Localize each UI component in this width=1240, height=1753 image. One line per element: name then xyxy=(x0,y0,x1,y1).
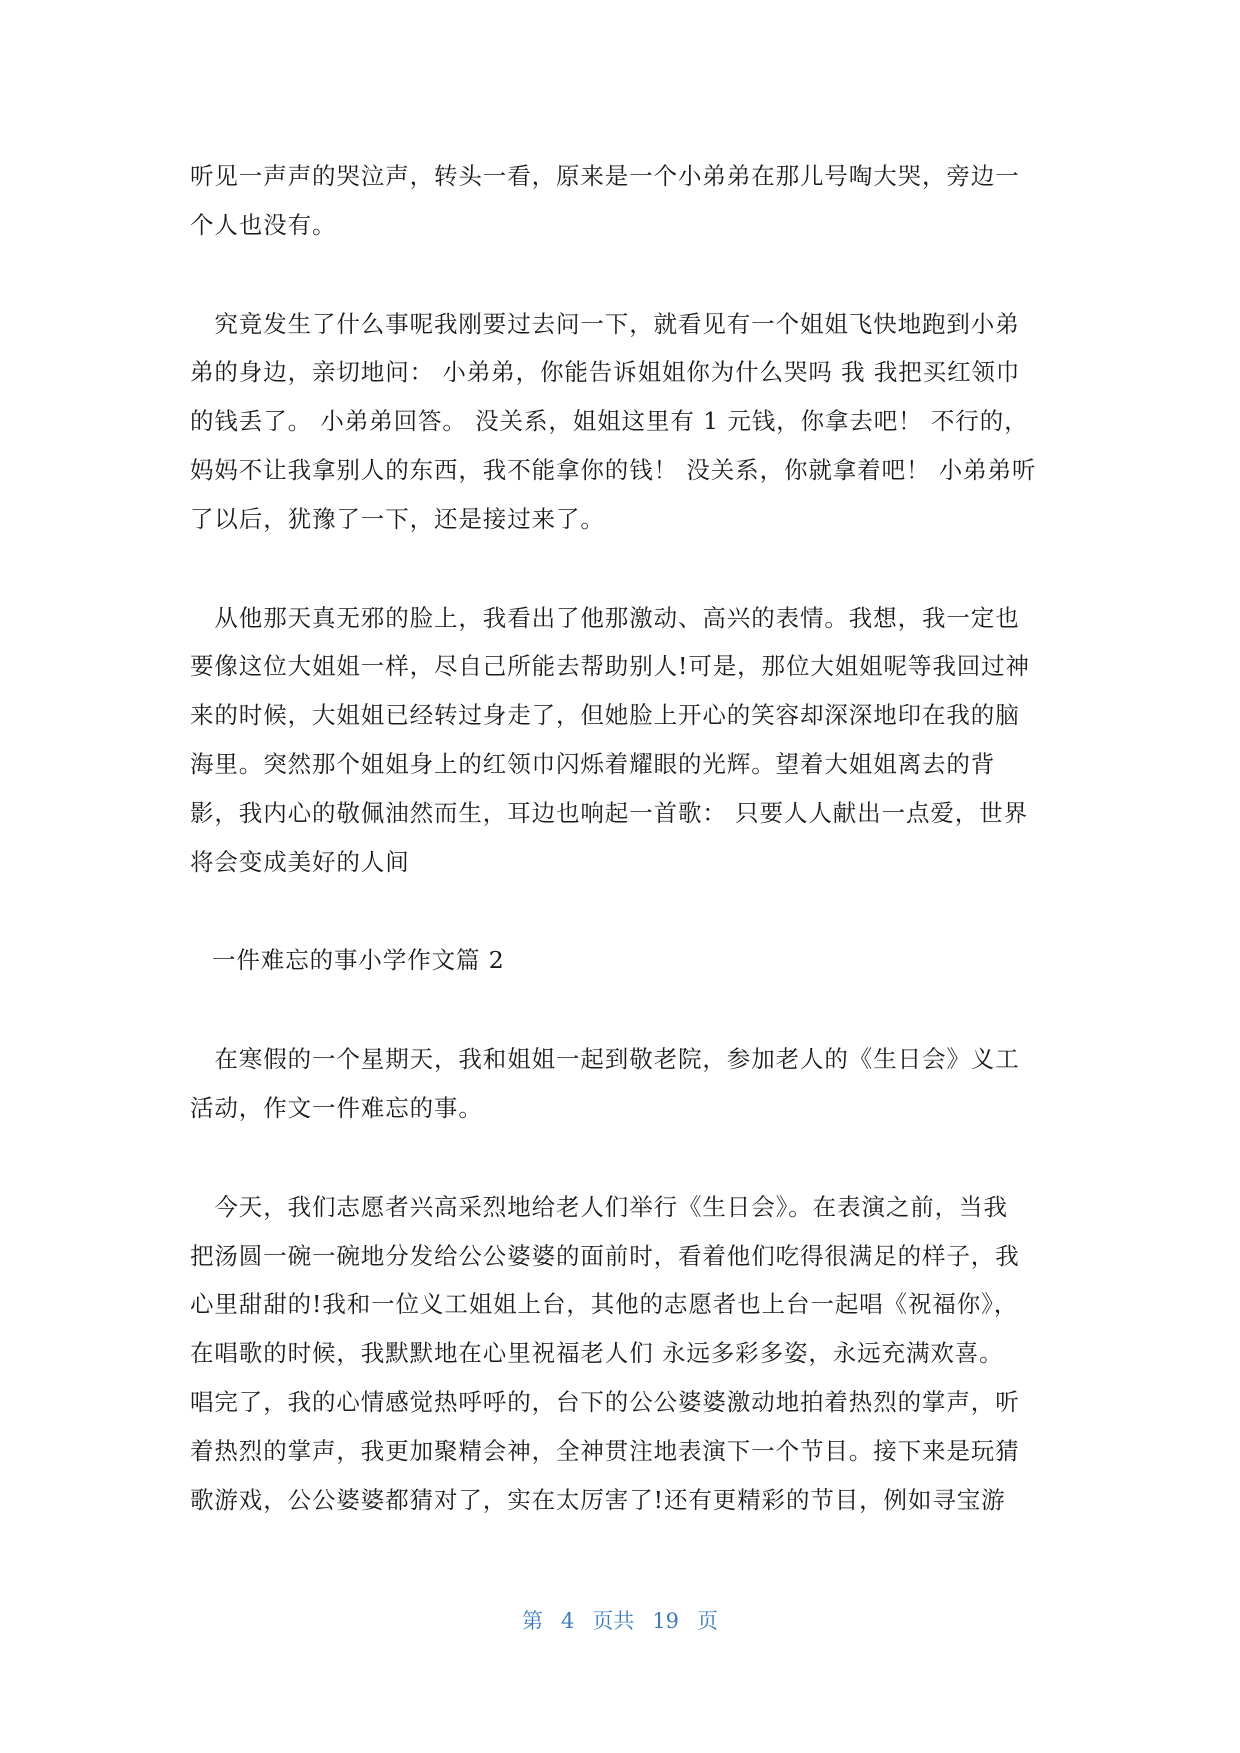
footer-page-number: 4 xyxy=(560,1609,575,1633)
text-line: 的钱丢了。 小弟弟回答。 没关系，姐姐这里有 1 元钱，你拿去吧！ 不行的， xyxy=(190,407,1029,436)
paragraph-1 xyxy=(190,152,1058,250)
text-line: 妈妈不让我拿别人的东西，我不能拿你的钱！ 没关系，你就拿着吧！ 小弟弟听 xyxy=(190,455,1037,484)
text-line: 影，我内心的敬佩油然而生，耳边也响起一首歌： 只要人人献出一点爱，世界 xyxy=(190,798,1028,827)
text-line: 海里。突然那个姐姐身上的红领巾闪烁着耀眼的光辉。望着大姐姐离去的背 xyxy=(190,749,996,778)
text-line: 今天，我们志愿者兴高采烈地给老人们举行《生日会》。在表演之前，当我 xyxy=(190,1192,1008,1221)
text-line: 来的时候，大姐姐已经转过身走了，但她脸上开心的笑容却深深地印在我的脑 xyxy=(190,701,1020,730)
text-line: 在唱歌的时候，我默默地在心里祝福老人们 永远多彩多姿，永远充满欢喜。 xyxy=(190,1339,1004,1368)
paragraph-5 xyxy=(190,1183,1058,1525)
text-line: 个人也没有。 xyxy=(190,210,337,239)
text-line: 听见一声声的哭泣声，转头一看，原来是一个小弟弟在那儿号啕大哭，旁边一 xyxy=(190,162,1020,190)
text-line: 了以后，犹豫了一下，还是接过来了。 xyxy=(190,504,605,533)
footer-total-pages: 19 xyxy=(652,1609,680,1633)
text-line: 在寒假的一个星期天，我和姐姐一起到敬老院，参加老人的《生日会》义工 xyxy=(190,1045,1020,1074)
paragraph-3 xyxy=(190,594,1058,887)
document-body xyxy=(190,152,1058,1524)
page-footer xyxy=(0,1605,1240,1635)
text-line: 弟的身边，亲切地问： 小弟弟，你能告诉姐姐你为什么哭吗 我 我把买红领巾 xyxy=(190,358,1021,387)
text-line: 唱完了，我的心情感觉热呼呼的，台下的公公婆婆激动地拍着热烈的掌声，听 xyxy=(190,1387,1020,1416)
paragraph-4 xyxy=(190,1035,1058,1133)
text-line: 将会变成美好的人间 xyxy=(190,847,410,876)
footer-prefix: 第 xyxy=(521,1609,543,1633)
text-line: 究竟发生了什么事呢我刚要过去问一下，就看见有一个姐姐飞快地跑到小弟 xyxy=(190,309,1020,338)
text-line: 着热烈的掌声，我更加聚精会神，全神贯注地表演下一个节目。接下来是玩猜 xyxy=(190,1436,1020,1465)
text-line: 从他那天真无邪的脸上，我看出了他那激动、高兴的表情。我想，我一定也 xyxy=(190,603,1020,632)
section-heading: 一件难忘的事小学作文篇 2 xyxy=(212,946,505,975)
footer-suffix: 页 xyxy=(697,1609,719,1633)
text-line: 把汤圆一碗一碗地分发给公公婆婆的面前时，看着他们吃得很满足的样子，我 xyxy=(190,1241,1020,1270)
text-line: 歌游戏，公公婆婆都猜对了，实在太厉害了!还有更精彩的节目，例如寻宝游 xyxy=(190,1485,1006,1514)
footer-middle: 页共 xyxy=(592,1609,635,1633)
text-line: 要像这位大姐姐一样，尽自己所能去帮助别人!可是，那位大姐姐呢等我回过神 xyxy=(190,652,1030,681)
text-line: 活动，作文一件难忘的事。 xyxy=(190,1093,483,1122)
paragraph-2 xyxy=(190,300,1058,544)
text-line: 心里甜甜的!我和一位义工姐姐上台，其他的志愿者也上台一起唱《祝福你》， xyxy=(190,1290,1019,1319)
